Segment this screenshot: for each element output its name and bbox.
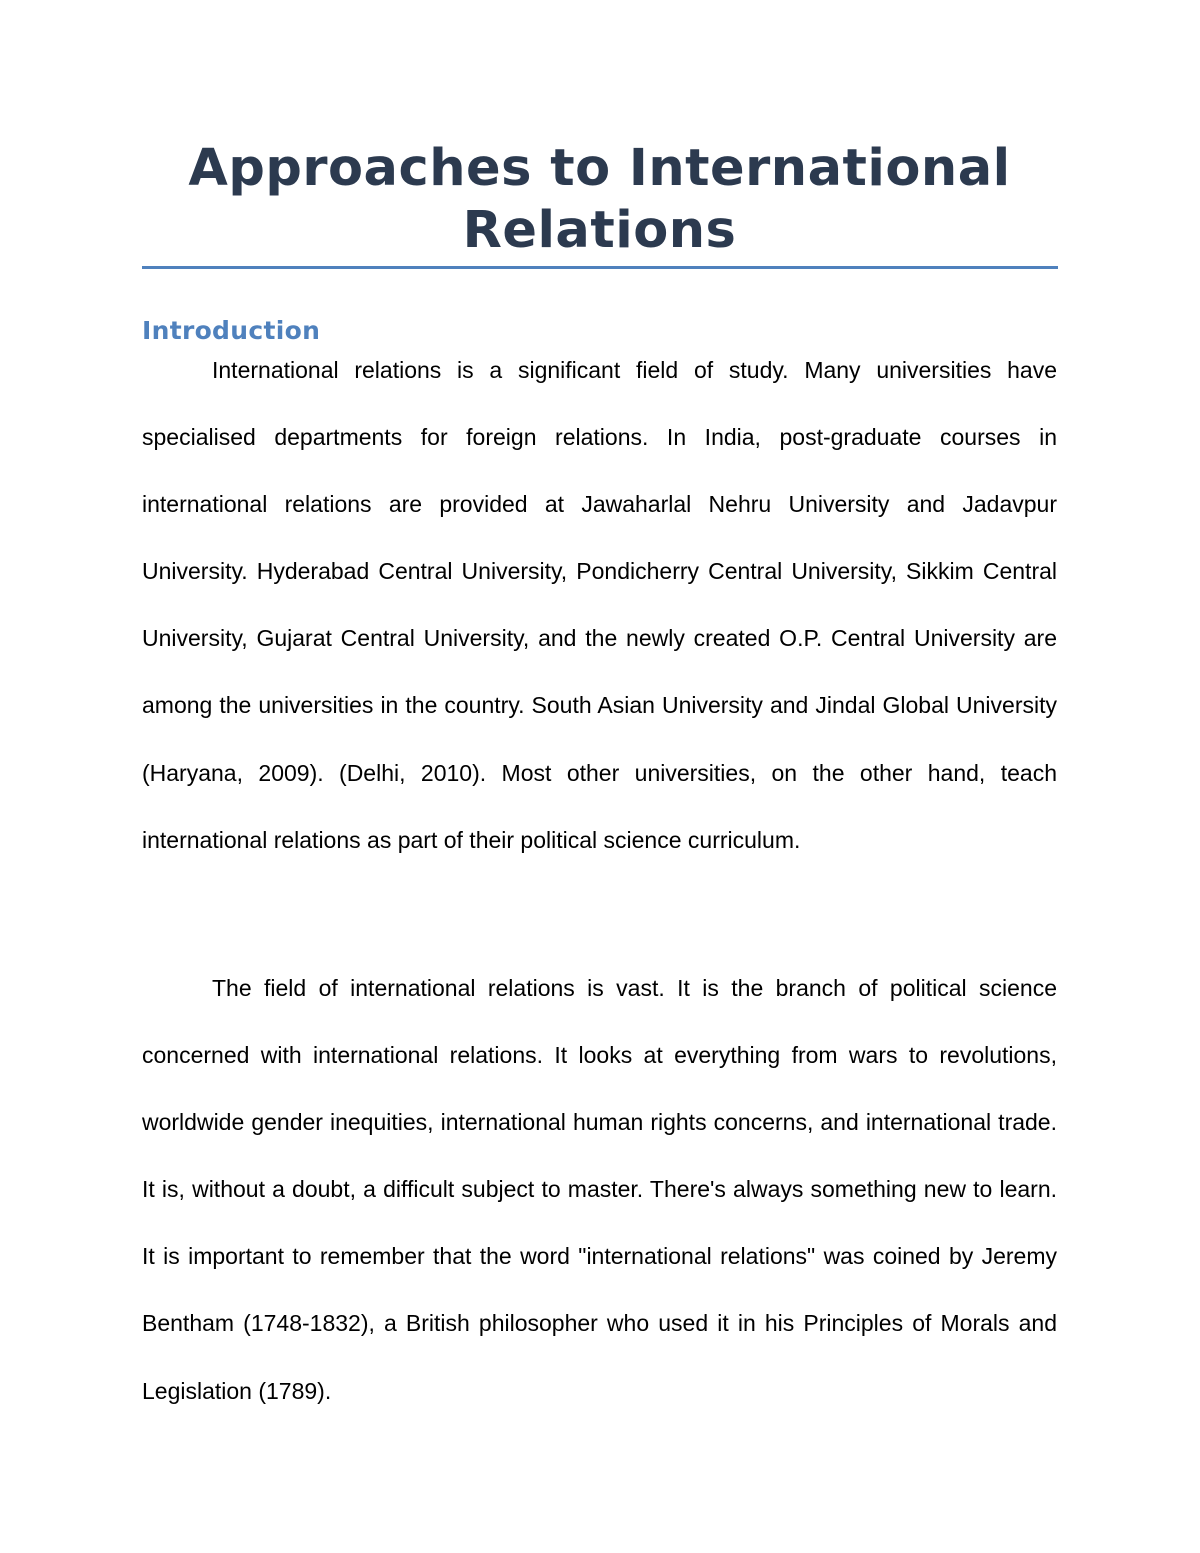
paragraph-2: The field of international relations is vast. It is the branch of political science concerned with international relations. It looks at everything from wars to revolutions, worldwide gender inequities, international human rights concerns, and international trade. It is, without a doubt, a difficult subject to master. There's always something new to learn. It is important to remember that the word "international relations" was coined by Jeremy Bentham (1748-1832), a British philosopher who used it in his Principles of Morals and Legislation (1789). [142,975,1057,1404]
document-title: Approaches to International Relations [188,139,1011,260]
title-underline-divider [142,266,1058,269]
paragraph-1: International relations is a significant field of study. Many universities have specialised departments for foreign relations. In India, post-graduate courses in international relations are provided at Jawaharlal Nehru University and Jadavpur University. Hyderabad Central University, Pondicherry Central University, Sikkim Central University, Gujarat Central University, and the newly created O.P. Central University are among the universities in the country. South Asian University and Jindal Global University (Haryana, 2009). (Delhi, 2010). Most other universities, on the other hand, teach international relations as part of their political science curriculum. [142,357,1057,853]
section-heading-introduction: Introduction [142,316,321,345]
